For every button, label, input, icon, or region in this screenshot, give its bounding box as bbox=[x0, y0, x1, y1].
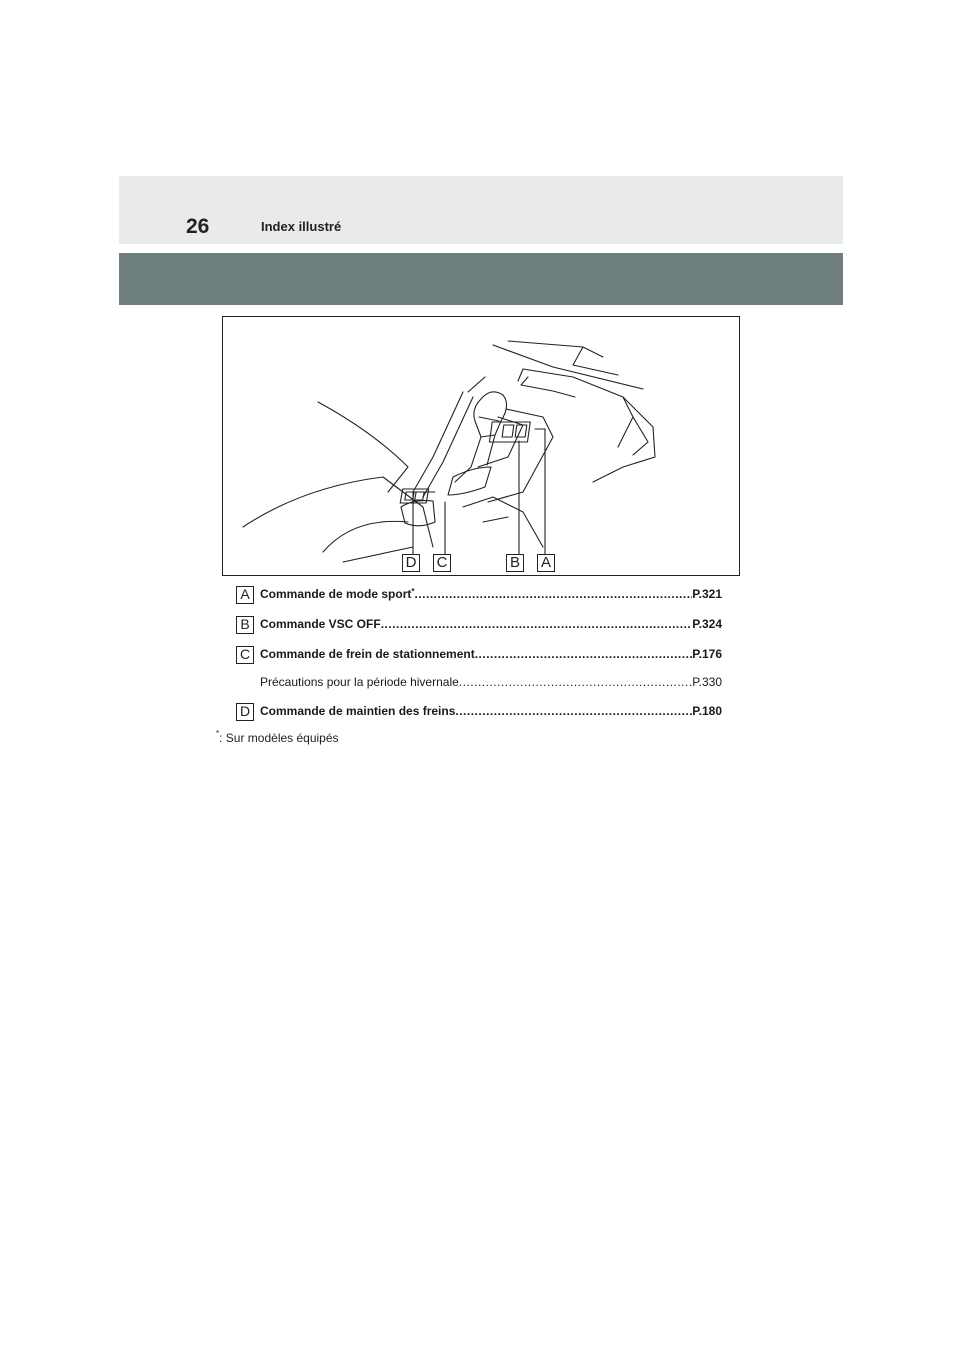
console-illustration bbox=[222, 316, 740, 576]
item-line bbox=[260, 675, 722, 689]
callout-c: C bbox=[433, 554, 451, 572]
item-page-ref[interactable]: P.324 bbox=[692, 617, 722, 631]
dot-leader bbox=[381, 617, 693, 631]
footnote-mark: * bbox=[216, 729, 220, 738]
item-row-b bbox=[236, 614, 726, 634]
item-page-ref[interactable]: P.330 bbox=[692, 675, 722, 689]
callout-d: D bbox=[402, 554, 420, 572]
item-letter-box: C bbox=[236, 646, 254, 664]
header-band bbox=[119, 176, 843, 244]
dot-leader bbox=[459, 675, 692, 689]
item-line bbox=[260, 647, 722, 661]
item-line bbox=[260, 587, 722, 601]
item-row-c bbox=[236, 644, 726, 664]
page-number: 26 bbox=[186, 215, 210, 238]
item-letter-box: B bbox=[236, 616, 254, 634]
running-title: Index illustré bbox=[261, 219, 342, 234]
dot-leader bbox=[455, 704, 692, 718]
item-page-ref[interactable]: P.321 bbox=[692, 587, 722, 601]
item-superscript: * bbox=[411, 587, 415, 596]
item-label: Commande de mode sport bbox=[260, 587, 412, 601]
item-line bbox=[260, 704, 722, 718]
center-console-drawing bbox=[223, 317, 741, 577]
item-label: Précautions pour la période hivernale bbox=[260, 675, 459, 689]
item-page-ref[interactable]: P.176 bbox=[692, 647, 722, 661]
item-letter-box: D bbox=[236, 703, 254, 721]
footnote bbox=[216, 729, 339, 745]
item-label: Commande de maintien des freins bbox=[260, 704, 456, 718]
item-label: Commande de frein de stationnement bbox=[260, 647, 475, 661]
callout-a: A bbox=[537, 554, 555, 572]
item-row-c-sub bbox=[236, 672, 726, 692]
item-page-ref[interactable]: P.180 bbox=[692, 704, 722, 718]
item-label: Commande VSC OFF bbox=[260, 617, 381, 631]
callout-b: B bbox=[506, 554, 524, 572]
item-row-a bbox=[236, 584, 726, 604]
dot-leader bbox=[475, 647, 692, 661]
section-bar bbox=[119, 253, 843, 305]
footnote-text: : Sur modèles équipés bbox=[219, 731, 339, 745]
dot-leader bbox=[414, 587, 692, 601]
item-line bbox=[260, 617, 722, 631]
item-row-d bbox=[236, 701, 726, 721]
item-letter-box: A bbox=[236, 586, 254, 604]
